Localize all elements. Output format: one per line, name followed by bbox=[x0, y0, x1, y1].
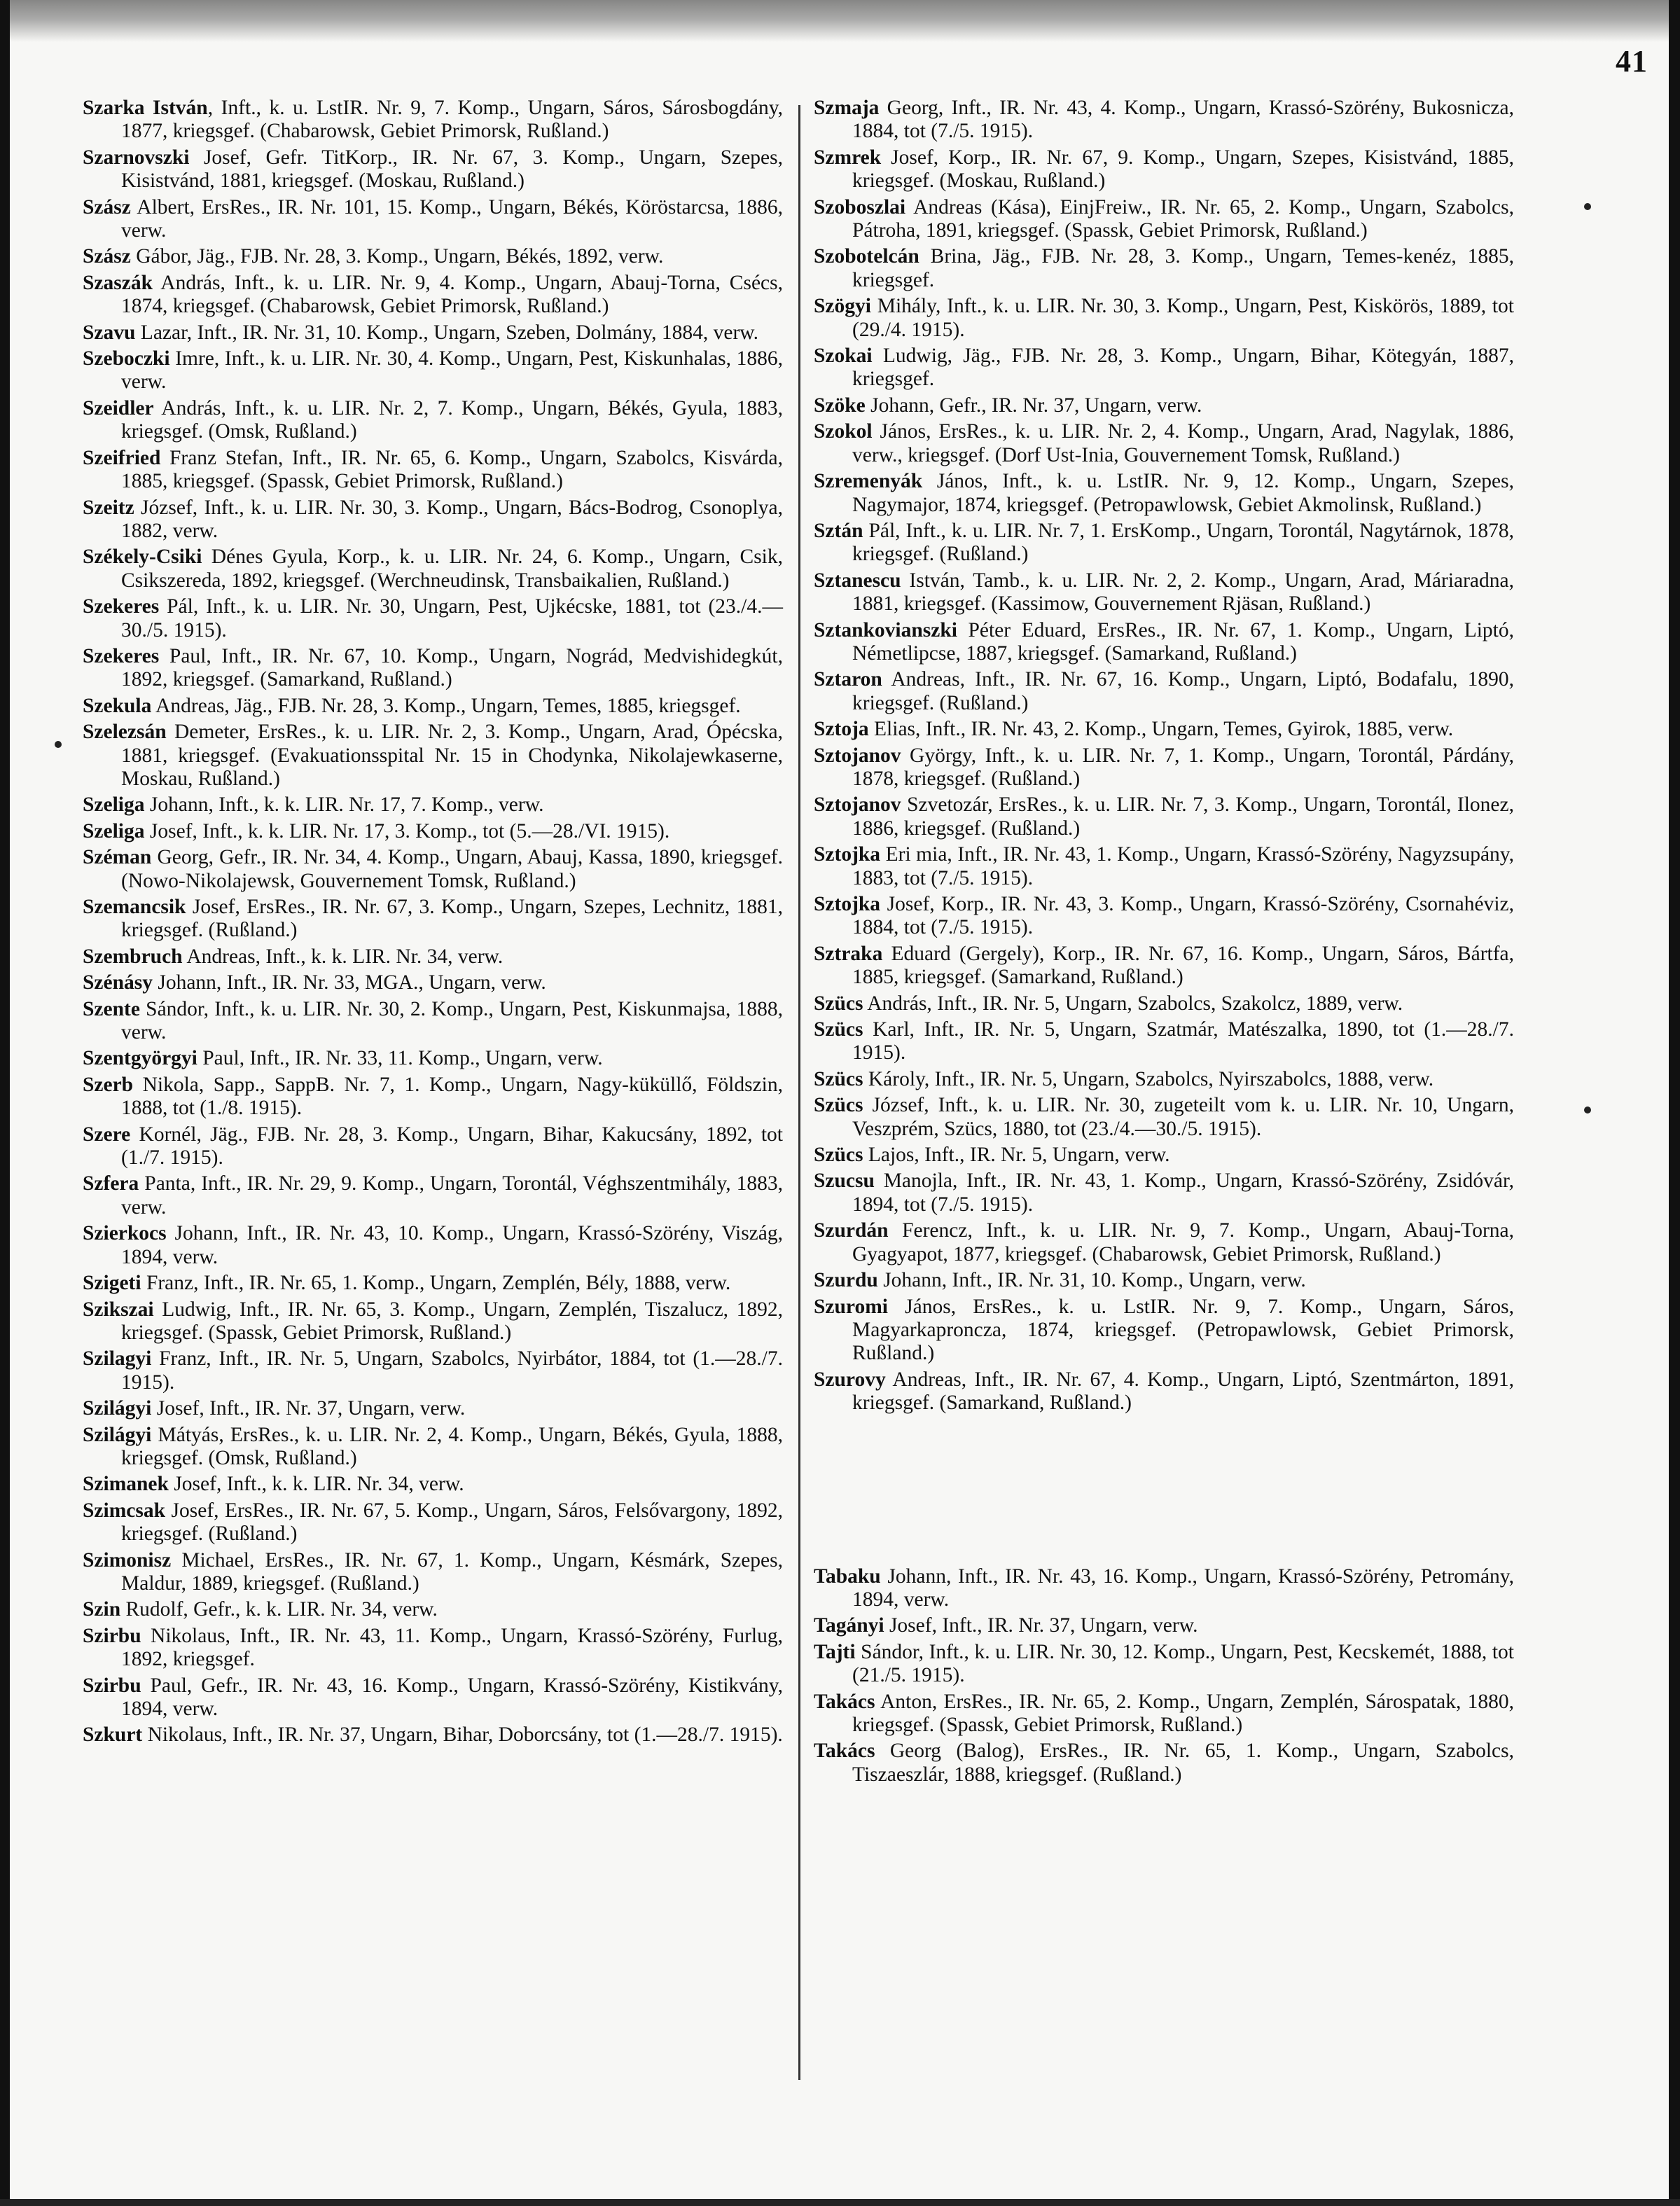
entry-details: Mihály, Inft., k. u. LIR. Nr. 30, 3. Komp., Ungarn, Pest, Kiskörös, 1889, tot (29./4. 1915). bbox=[852, 295, 1514, 341]
entry-surname: Szücs bbox=[814, 1144, 863, 1167]
list-item bbox=[814, 1296, 1514, 1366]
entry-surname: Szierkocs bbox=[83, 1222, 167, 1245]
entry-surname: Szarka István bbox=[83, 97, 208, 119]
entry-surname: Szeboczki bbox=[83, 347, 170, 370]
entry-details: Kornél, Jäg., FJB. Nr. 28, 3. Komp., Ungarn, Bihar, Kakucsány, 1892, tot (1./7. 1915). bbox=[121, 1123, 783, 1170]
list-item bbox=[83, 896, 783, 943]
entry-details: Brina, Jäg., FJB. Nr. 28, 3. Komp., Ungarn, Temes-kenéz, 1885, kriegsgef. bbox=[852, 245, 1514, 291]
entry-surname: Szénásy bbox=[83, 971, 153, 994]
list-item bbox=[814, 1219, 1514, 1266]
list-item bbox=[83, 1298, 783, 1345]
list-item bbox=[83, 1074, 783, 1121]
entry-details: András, Inft., k. u. LIR. Nr. 9, 4. Komp., Ungarn, Abauj-Torna, Csécs, 1874, kriegsgef. (Chabarowsk, Gebiet Primorsk, Rußland.) bbox=[121, 271, 783, 318]
entry-surname: Szögyi bbox=[814, 295, 871, 318]
entry-surname: Szere bbox=[83, 1123, 131, 1146]
entry-details: Josef, ErsRes., IR. Nr. 67, 5. Komp., Ungarn, Sáros, Felsővargony, 1892, kriegsgef. (Rußland.) bbox=[121, 1499, 783, 1546]
list-item bbox=[814, 619, 1514, 666]
entry-details: Andreas, Jäg., FJB. Nr. 28, 3. Komp., Ungarn, Temes, 1885, kriegsgef. bbox=[151, 694, 741, 717]
list-item bbox=[814, 1641, 1514, 1688]
entry-details: Rudolf, Gefr., k. k. LIR. Nr. 34, verw. bbox=[120, 1598, 438, 1621]
entry-surname: Sztanescu bbox=[814, 569, 901, 592]
list-item bbox=[814, 97, 1514, 144]
entry-surname: Takács bbox=[814, 1690, 875, 1713]
list-item bbox=[83, 1674, 783, 1721]
list-item bbox=[814, 1170, 1514, 1216]
list-item bbox=[814, 420, 1514, 467]
list-item bbox=[83, 1272, 783, 1295]
entry-details: Josef, Inft., IR. Nr. 37, Ungarn, verw. bbox=[151, 1397, 466, 1420]
entry-surname: Szobotelcán bbox=[814, 245, 919, 268]
entry-details: József, Inft., k. u. LIR. Nr. 30, zugeteilt vom k. u. LIR. Nr. 10, Ungarn, Veszprém, Szücs, 1880, tot (23./4.—30./5. 1915). bbox=[852, 1094, 1514, 1140]
list-item bbox=[814, 394, 1514, 417]
entry-details: Josef, Inft., k. k. LIR. Nr. 17, 3. Komp., tot (5.—28./VI. 1915). bbox=[144, 819, 670, 842]
scan-edge-left bbox=[0, 0, 10, 2206]
entry-details: Gábor, Jäg., FJB. Nr. 28, 3. Komp., Ungarn, Békés, 1892, verw. bbox=[130, 245, 664, 268]
entry-surname: Szeliga bbox=[83, 793, 145, 817]
entry-details: Franz, Inft., IR. Nr. 65, 1. Komp., Ungarn, Zemplén, Bély, 1888, verw. bbox=[141, 1272, 731, 1295]
page-number: 41 bbox=[1616, 44, 1648, 78]
entry-surname: Szekeres bbox=[83, 644, 160, 667]
entry-surname: Szfera bbox=[83, 1172, 139, 1195]
entry-details: Josef, Korp., IR. Nr. 67, 9. Komp., Ungarn, Szepes, Kisistvánd, 1885, kriegsgef. (Moskau, Rußland.) bbox=[852, 146, 1514, 193]
entry-details: András, Inft., k. u. LIR. Nr. 2, 7. Komp., Ungarn, Békés, Gyula, 1883, kriegsgef. (Omsk, Rußland.) bbox=[121, 396, 783, 443]
entry-surname: Sztojka bbox=[814, 893, 881, 915]
entry-details: Andreas (Kása), EinjFreiw., IR. Nr. 65, 2. Komp., Ungarn, Szabolcs, Pátroha, 1891, kriegsgef. (Spassk, Gebiet Primorsk, Rußland.) bbox=[852, 195, 1514, 242]
list-item bbox=[83, 1473, 783, 1496]
entry-details: Josef, Inft., k. k. LIR. Nr. 34, verw. bbox=[168, 1473, 464, 1496]
entry-details: Sándor, Inft., k. u. LIR. Nr. 30, 2. Komp., Ungarn, Pest, Kiskunmajsa, 1888, verw. bbox=[121, 997, 783, 1044]
scan-shadow-top bbox=[0, 0, 1680, 42]
entry-surname: Sztojka bbox=[814, 843, 881, 866]
list-item bbox=[83, 1123, 783, 1170]
entry-details: Nikolaus, Inft., IR. Nr. 43, 11. Komp., Ungarn, Krassó-Szörény, Furlug, 1892, kriegsgef. bbox=[121, 1624, 783, 1671]
entry-details: Imre, Inft., k. u. LIR. Nr. 30, 4. Komp., Ungarn, Pest, Kiskunhalas, 1886, verw. bbox=[121, 347, 783, 394]
entry-surname: Szarnovszki bbox=[83, 146, 190, 169]
entry-surname: Szurdán bbox=[814, 1219, 889, 1242]
entry-details: Josef, Korp., IR. Nr. 43, 3. Komp., Ungarn, Krassó-Szörény, Csornahéviz, 1884, tot (7./5. 1915). bbox=[852, 893, 1514, 939]
entry-surname: Sztankovianszki bbox=[814, 618, 957, 641]
entry-surname: Tagányi bbox=[814, 1614, 884, 1637]
entry-details: Lazar, Inft., IR. Nr. 31, 10. Komp., Ungarn, Szeben, Dolmány, 1884, verw. bbox=[135, 321, 759, 344]
entry-surname: Szeliga bbox=[83, 819, 145, 842]
entry-surname: Szembruch bbox=[83, 945, 183, 968]
entry-surname: Székely-Csiki bbox=[83, 546, 202, 569]
list-item bbox=[83, 397, 783, 444]
entry-surname: Szente bbox=[83, 997, 140, 1020]
entry-details: Franz, Inft., IR. Nr. 5, Ungarn, Szabolcs, Nyirbátor, 1884, tot (1.—28./7. 1915). bbox=[121, 1347, 783, 1394]
list-item bbox=[814, 718, 1514, 741]
entry-surname: Szimonisz bbox=[83, 1548, 172, 1572]
list-item bbox=[83, 945, 783, 969]
entry-surname: Szaszák bbox=[83, 271, 153, 294]
entry-details: Pál, Inft., k. u. LIR. Nr. 7, 1. ErsKomp., Ungarn, Torontál, Nagytárnok, 1878, kriegsgef. (Rußland.) bbox=[852, 519, 1514, 566]
entry-details: Pál, Inft., k. u. LIR. Nr. 30, Ungarn, Pest, Ujkécske, 1881, tot (23./4.—30./5. 1915). bbox=[121, 595, 783, 641]
left-column bbox=[83, 97, 783, 1750]
list-item bbox=[83, 595, 783, 642]
entry-details: Ludwig, Jäg., FJB. Nr. 28, 3. Komp., Ungarn, Bihar, Kötegyán, 1887, kriegsgef. bbox=[852, 345, 1514, 391]
entry-details: Paul, Inft., IR. Nr. 33, 11. Komp., Ungarn, verw. bbox=[197, 1047, 603, 1070]
right-column bbox=[814, 97, 1514, 1789]
entry-surname: Szurdu bbox=[814, 1269, 878, 1292]
scan-edge-right bbox=[1669, 0, 1680, 2206]
list-item bbox=[83, 645, 783, 692]
entry-surname: Szmrek bbox=[814, 146, 882, 169]
list-item bbox=[814, 843, 1514, 890]
list-item bbox=[83, 1598, 783, 1621]
entry-details: Nikolaus, Inft., IR. Nr. 37, Ungarn, Bihar, Doborcsány, tot (1.—28./7. 1915). bbox=[142, 1723, 783, 1747]
list-item bbox=[83, 820, 783, 843]
entry-surname: Szokol bbox=[814, 420, 873, 443]
section-gap bbox=[814, 1418, 1514, 1565]
entry-details: Demeter, ErsRes., k. u. LIR. Nr. 2, 3. Komp., Ungarn, Arad, Ópécska, 1881, kriegsgef. (Evakuationsspital Nr. 15 in Chodynka, Nikolajewkaserne, Moskau, Rußland.) bbox=[121, 721, 783, 790]
entry-details: Andreas, Inft., IR. Nr. 67, 4. Komp., Ungarn, Liptó, Szentmárton, 1891, kriegsgef. (Samarkand, Rußland.) bbox=[852, 1368, 1514, 1415]
entry-surname: Szigeti bbox=[83, 1272, 141, 1295]
entry-details: József, Inft., k. u. LIR. Nr. 30, 3. Komp., Ungarn, Bács-Bodrog, Csonoplya, 1882, verw. bbox=[121, 496, 783, 542]
entry-surname: Sztán bbox=[814, 519, 863, 542]
list-item bbox=[814, 520, 1514, 567]
list-item bbox=[814, 1269, 1514, 1292]
entry-details: Andreas, Inft., IR. Nr. 67, 16. Komp., Ungarn, Liptó, Bodafalu, 1890, kriegsgef. (Rußland.) bbox=[852, 668, 1514, 714]
entry-surname: Szimcsak bbox=[83, 1499, 165, 1522]
column-divider bbox=[798, 105, 800, 2080]
entry-surname: Sztaron bbox=[814, 668, 882, 691]
entry-details: Elias, Inft., IR. Nr. 43, 2. Komp., Ungarn, Temes, Gyirok, 1885, verw. bbox=[868, 718, 1454, 741]
list-item bbox=[83, 1625, 783, 1672]
list-item bbox=[814, 893, 1514, 940]
entry-surname: Szerb bbox=[83, 1073, 134, 1096]
entry-details: Nikola, Sapp., SappB. Nr. 7, 1. Komp., Ungarn, Nagy-küküllő, Földszin, 1888, tot (1./8. 1915). bbox=[121, 1073, 783, 1120]
entry-details: Eri mia, Inft., IR. Nr. 43, 1. Komp., Ungarn, Krassó-Szörény, Nagyzsupány, 1883, tot (7./5. 1915). bbox=[852, 843, 1514, 889]
entry-surname: Szirbu bbox=[83, 1674, 141, 1697]
entry-details: Károly, Inft., IR. Nr. 5, Ungarn, Szabolcs, Nyirszabolcs, 1888, verw. bbox=[863, 1067, 1434, 1090]
entry-surname: Széman bbox=[83, 846, 152, 869]
list-item bbox=[83, 998, 783, 1045]
list-item bbox=[83, 321, 783, 345]
list-item bbox=[814, 345, 1514, 391]
entry-details: Manojla, Inft., IR. Nr. 43, 1. Komp., Ungarn, Krassó-Szörény, Zsidóvár, 1894, tot (7./5. 1915). bbox=[852, 1170, 1514, 1216]
list-item bbox=[83, 272, 783, 319]
right-column-sz-entries bbox=[814, 97, 1514, 1415]
list-item bbox=[814, 146, 1514, 193]
entry-surname: Szoboszlai bbox=[814, 195, 906, 218]
entry-surname: Tajti bbox=[814, 1640, 856, 1663]
entry-surname: Szücs bbox=[814, 992, 863, 1015]
entry-surname: Szkurt bbox=[83, 1723, 143, 1747]
list-item bbox=[814, 1565, 1514, 1612]
list-item bbox=[83, 793, 783, 817]
entry-details: Karl, Inft., IR. Nr. 5, Ungarn, Szatmár, Matészalka, 1890, tot (1.—28./7. 1915). bbox=[852, 1018, 1514, 1064]
entry-surname: Szucsu bbox=[814, 1170, 875, 1193]
entry-details: Andreas, Inft., k. k. LIR. Nr. 34, verw. bbox=[182, 945, 504, 968]
entry-surname: Szmaja bbox=[814, 97, 880, 119]
list-item bbox=[83, 1499, 783, 1546]
entry-details: Johann, Inft., IR. Nr. 43, 16. Komp., Ungarn, Krassó-Szörény, Petromány, 1894, verw. bbox=[852, 1565, 1514, 1611]
entry-surname: Szuromi bbox=[814, 1295, 888, 1318]
entry-surname: Szeidler bbox=[83, 396, 154, 419]
list-item bbox=[814, 744, 1514, 791]
scan-edge-bottom bbox=[0, 2199, 1680, 2206]
list-item bbox=[83, 971, 783, 994]
list-item bbox=[814, 1691, 1514, 1737]
entry-details: György, Inft., k. u. LIR. Nr. 7, 1. Komp., Ungarn, Torontál, Párdány, 1878, kriegsgef. (Rußland.) bbox=[852, 744, 1514, 790]
entry-details: Paul, Inft., IR. Nr. 67, 10. Komp., Ungarn, Nográd, Medvishidegkút, 1892, kriegsgef. (Samarkand, Rußland.) bbox=[121, 644, 783, 691]
entry-surname: Szeifried bbox=[83, 446, 161, 469]
entry-details: Johann, Inft., IR. Nr. 31, 10. Komp., Ungarn, verw. bbox=[877, 1269, 1306, 1292]
list-item bbox=[83, 146, 783, 193]
entry-surname: Szirbu bbox=[83, 1624, 141, 1647]
entry-details: , Inft., k. u. LstIR. Nr. 9, 7. Komp., Ungarn, Sáros, Sárosbogdány, 1877, kriegsgef. (Chabarowsk, Gebiet Primorsk, Rußland.) bbox=[121, 97, 783, 143]
entry-surname: Sztraka bbox=[814, 942, 883, 965]
entry-details: Anton, ErsRes., IR. Nr. 65, 2. Komp., Ungarn, Zemplén, Sárospatak, 1880, kriegsgef. (Spassk, Gebiet Primorsk, Rußland.) bbox=[852, 1690, 1514, 1736]
entry-details: Péter Eduard, ErsRes., IR. Nr. 67, 1. Komp., Ungarn, Liptó, Németlipcse, 1887, kriegsgef. (Samarkand, Rußland.) bbox=[852, 618, 1514, 665]
entry-surname: Sztojanov bbox=[814, 793, 901, 817]
list-item bbox=[83, 347, 783, 394]
list-item bbox=[814, 1018, 1514, 1065]
entry-surname: Sztojanov bbox=[814, 744, 901, 767]
entry-details: Sándor, Inft., k. u. LIR. Nr. 30, 12. Komp., Ungarn, Pest, Kecskemét, 1888, tot (21./5. 1915). bbox=[852, 1640, 1514, 1687]
entry-surname: Szemancsik bbox=[83, 896, 186, 918]
entry-details: János, ErsRes., k. u. LstIR. Nr. 9, 7. Komp., Ungarn, Sáros, Magyarkaproncza, 1874, kriegsgef. (Petropawlowsk, Gebiet Primorsk, Rußland.) bbox=[852, 1295, 1514, 1365]
list-item bbox=[814, 1068, 1514, 1091]
entry-surname: Szekeres bbox=[83, 595, 160, 618]
list-item bbox=[83, 196, 783, 243]
list-item bbox=[814, 295, 1514, 342]
entry-details: Georg (Balog), ErsRes., IR. Nr. 65, 1. Komp., Ungarn, Szabolcs, Tiszaeszlár, 1888, kriegsgef. (Rußland.) bbox=[852, 1740, 1514, 1786]
entry-details: Josef, ErsRes., IR. Nr. 67, 3. Komp., Ungarn, Szepes, Lechnitz, 1881, kriegsgef. (Rußland.) bbox=[121, 896, 783, 942]
entry-details: Mátyás, ErsRes., k. u. LIR. Nr. 2, 4. Komp., Ungarn, Békés, Gyula, 1888, kriegsgef. (Omsk, Rußland.) bbox=[121, 1423, 783, 1469]
entry-details: Johann, Inft., IR. Nr. 33, MGA., Ungarn, verw. bbox=[152, 971, 546, 994]
list-item bbox=[814, 992, 1514, 1015]
entry-details: Georg, Inft., IR. Nr. 43, 4. Komp., Ungarn, Krassó-Szörény, Bukosnicza, 1884, tot (7./5. 1915). bbox=[852, 97, 1514, 143]
list-item bbox=[814, 1740, 1514, 1787]
list-item bbox=[814, 668, 1514, 715]
entry-surname: Szekula bbox=[83, 694, 152, 717]
list-item bbox=[83, 1397, 783, 1420]
entry-surname: Szücs bbox=[814, 1094, 863, 1117]
list-item bbox=[83, 1549, 783, 1596]
list-item bbox=[814, 1614, 1514, 1637]
entry-surname: Szentgyörgyi bbox=[83, 1047, 197, 1070]
entry-surname: Szikszai bbox=[83, 1298, 154, 1321]
list-item bbox=[83, 245, 783, 268]
entry-surname: Szin bbox=[83, 1598, 121, 1621]
entry-surname: Szelezsán bbox=[83, 721, 167, 744]
entry-details: Johann, Gefr., IR. Nr. 37, Ungarn, verw. bbox=[865, 394, 1202, 417]
entry-details: János, Inft., k. u. LstIR. Nr. 9, 12. Komp., Ungarn, Szepes, Nagymajor, 1874, kriegsgef. (Petropawlowsk, Gebiet Akmolinsk, Rußland.) bbox=[852, 470, 1514, 516]
list-item bbox=[83, 1172, 783, 1219]
entry-details: Josef, Inft., IR. Nr. 37, Ungarn, verw. bbox=[884, 1614, 1198, 1637]
entry-details: Panta, Inft., IR. Nr. 29, 9. Komp., Ungarn, Torontál, Véghszentmihály, 1883, verw. bbox=[121, 1172, 783, 1219]
entry-surname: Szilágyi bbox=[83, 1397, 152, 1420]
right-column-t-entries bbox=[814, 1565, 1514, 1787]
list-item bbox=[83, 721, 783, 791]
entry-details: János, ErsRes., k. u. LIR. Nr. 2, 4. Komp., Ungarn, Arad, Nagylak, 1886, verw., kriegsgef. (Dorf Ust-Inia, Gouvernement Tomsk, Rußland.) bbox=[852, 420, 1514, 466]
list-item bbox=[814, 1094, 1514, 1141]
entry-surname: Szilagyi bbox=[83, 1347, 152, 1371]
entry-details: Albert, ErsRes., IR. Nr. 101, 15. Komp., Ungarn, Békés, Köröstarcsa, 1886, verw. bbox=[121, 195, 783, 242]
entry-details: András, Inft., IR. Nr. 5, Ungarn, Szabolcs, Szakolcz, 1889, verw. bbox=[863, 992, 1403, 1015]
entry-details: Paul, Gefr., IR. Nr. 43, 16. Komp., Ungarn, Krassó-Szörény, Kistikvány, 1894, verw. bbox=[121, 1674, 783, 1720]
entry-details: Michael, ErsRes., IR. Nr. 67, 1. Komp., Ungarn, Késmárk, Szepes, Maldur, 1889, kriegsgef. (Rußland.) bbox=[121, 1548, 783, 1595]
entry-surname: Szücs bbox=[814, 1018, 863, 1041]
list-item bbox=[814, 245, 1514, 292]
entry-details: Ludwig, Inft., IR. Nr. 65, 3. Komp., Ungarn, Zemplén, Tiszalucz, 1892, kriegsgef. (Spassk, Gebiet Primorsk, Rußland.) bbox=[121, 1298, 783, 1344]
entry-surname: Szurovy bbox=[814, 1368, 886, 1391]
entry-surname: Tabaku bbox=[814, 1565, 881, 1588]
list-item bbox=[83, 846, 783, 893]
entry-details: Franz Stefan, Inft., IR. Nr. 65, 6. Komp., Ungarn, Szabolcs, Kisvárda, 1885, kriegsgef. (Spassk, Gebiet Primorsk, Rußland.) bbox=[121, 446, 783, 493]
entry-surname: Szavu bbox=[83, 321, 136, 344]
entry-details: István, Tamb., k. u. LIR. Nr. 2, 2. Komp., Ungarn, Arad, Máriaradna, 1881, kriegsgef. (Kassimow, Gouvernement Rjäsan, Rußland.) bbox=[852, 569, 1514, 616]
entry-details: Georg, Gefr., IR. Nr. 34, 4. Komp., Ungarn, Abauj, Kassa, 1890, kriegsgef. (Nowo-Nikolajewsk, Gouvernement Tomsk, Rußland.) bbox=[121, 846, 783, 892]
list-item bbox=[83, 1424, 783, 1471]
entry-surname: Szász bbox=[83, 195, 131, 218]
list-item bbox=[814, 1368, 1514, 1415]
entry-details: Eduard (Gergely), Korp., IR. Nr. 67, 16. Komp., Ungarn, Sáros, Bártfa, 1885, kriegsgef. (Samarkand, Rußland.) bbox=[852, 942, 1514, 989]
list-item bbox=[83, 447, 783, 494]
scan-speck bbox=[1584, 203, 1591, 210]
list-item bbox=[83, 1047, 783, 1070]
entry-details: Szvetozár, ErsRes., k. u. LIR. Nr. 7, 3. Komp., Ungarn, Torontál, Ilonez, 1886, kriegsgef. (Rußland.) bbox=[852, 793, 1514, 840]
entry-surname: Takács bbox=[814, 1740, 875, 1763]
entry-details: Josef, Gefr. TitKorp., IR. Nr. 67, 3. Komp., Ungarn, Szepes, Kisistvánd, 1881, kriegsgef. (Moskau, Rußland.) bbox=[121, 146, 783, 193]
entry-surname: Szremenyák bbox=[814, 470, 923, 493]
entry-details: Dénes Gyula, Korp., k. u. LIR. Nr. 24, 6. Komp., Ungarn, Csik, Csikszereda, 1892, kriegsgef. (Werchneudinsk, Transbaikalien, Rußland.) bbox=[121, 546, 783, 592]
list-item bbox=[83, 695, 783, 718]
entry-details: Johann, Inft., k. k. LIR. Nr. 17, 7. Komp., verw. bbox=[144, 793, 544, 817]
entry-details: Lajos, Inft., IR. Nr. 5, Ungarn, verw. bbox=[863, 1144, 1170, 1167]
entry-surname: Szokai bbox=[814, 345, 873, 368]
entry-surname: Szöke bbox=[814, 394, 866, 417]
list-item bbox=[83, 1222, 783, 1269]
list-item bbox=[814, 943, 1514, 990]
entry-surname: Szimanek bbox=[83, 1473, 169, 1496]
list-item bbox=[814, 569, 1514, 616]
entry-details: Ferencz, Inft., k. u. LIR. Nr. 9, 7. Komp., Ungarn, Abauj-Torna, Gyagyapot, 1877, kriegsgef. (Chabarowsk, Gebiet Primorsk, Rußland.) bbox=[852, 1219, 1514, 1265]
list-item bbox=[83, 1347, 783, 1394]
list-item bbox=[814, 1144, 1514, 1167]
entry-surname: Szilágyi bbox=[83, 1423, 152, 1446]
list-item bbox=[814, 196, 1514, 243]
list-item bbox=[814, 470, 1514, 517]
list-item bbox=[83, 97, 783, 144]
scan-speck bbox=[55, 741, 62, 748]
list-item bbox=[83, 1723, 783, 1747]
scan-speck bbox=[1584, 1107, 1591, 1114]
entry-surname: Sztoja bbox=[814, 718, 869, 741]
list-item bbox=[83, 497, 783, 543]
entry-details: Johann, Inft., IR. Nr. 43, 10. Komp., Ungarn, Krassó-Szörény, Viszág, 1894, verw. bbox=[121, 1222, 783, 1268]
entry-surname: Szücs bbox=[814, 1067, 863, 1090]
entry-surname: Szeitz bbox=[83, 496, 134, 519]
list-item bbox=[814, 793, 1514, 840]
list-item bbox=[83, 546, 783, 592]
entry-surname: Szász bbox=[83, 245, 131, 268]
